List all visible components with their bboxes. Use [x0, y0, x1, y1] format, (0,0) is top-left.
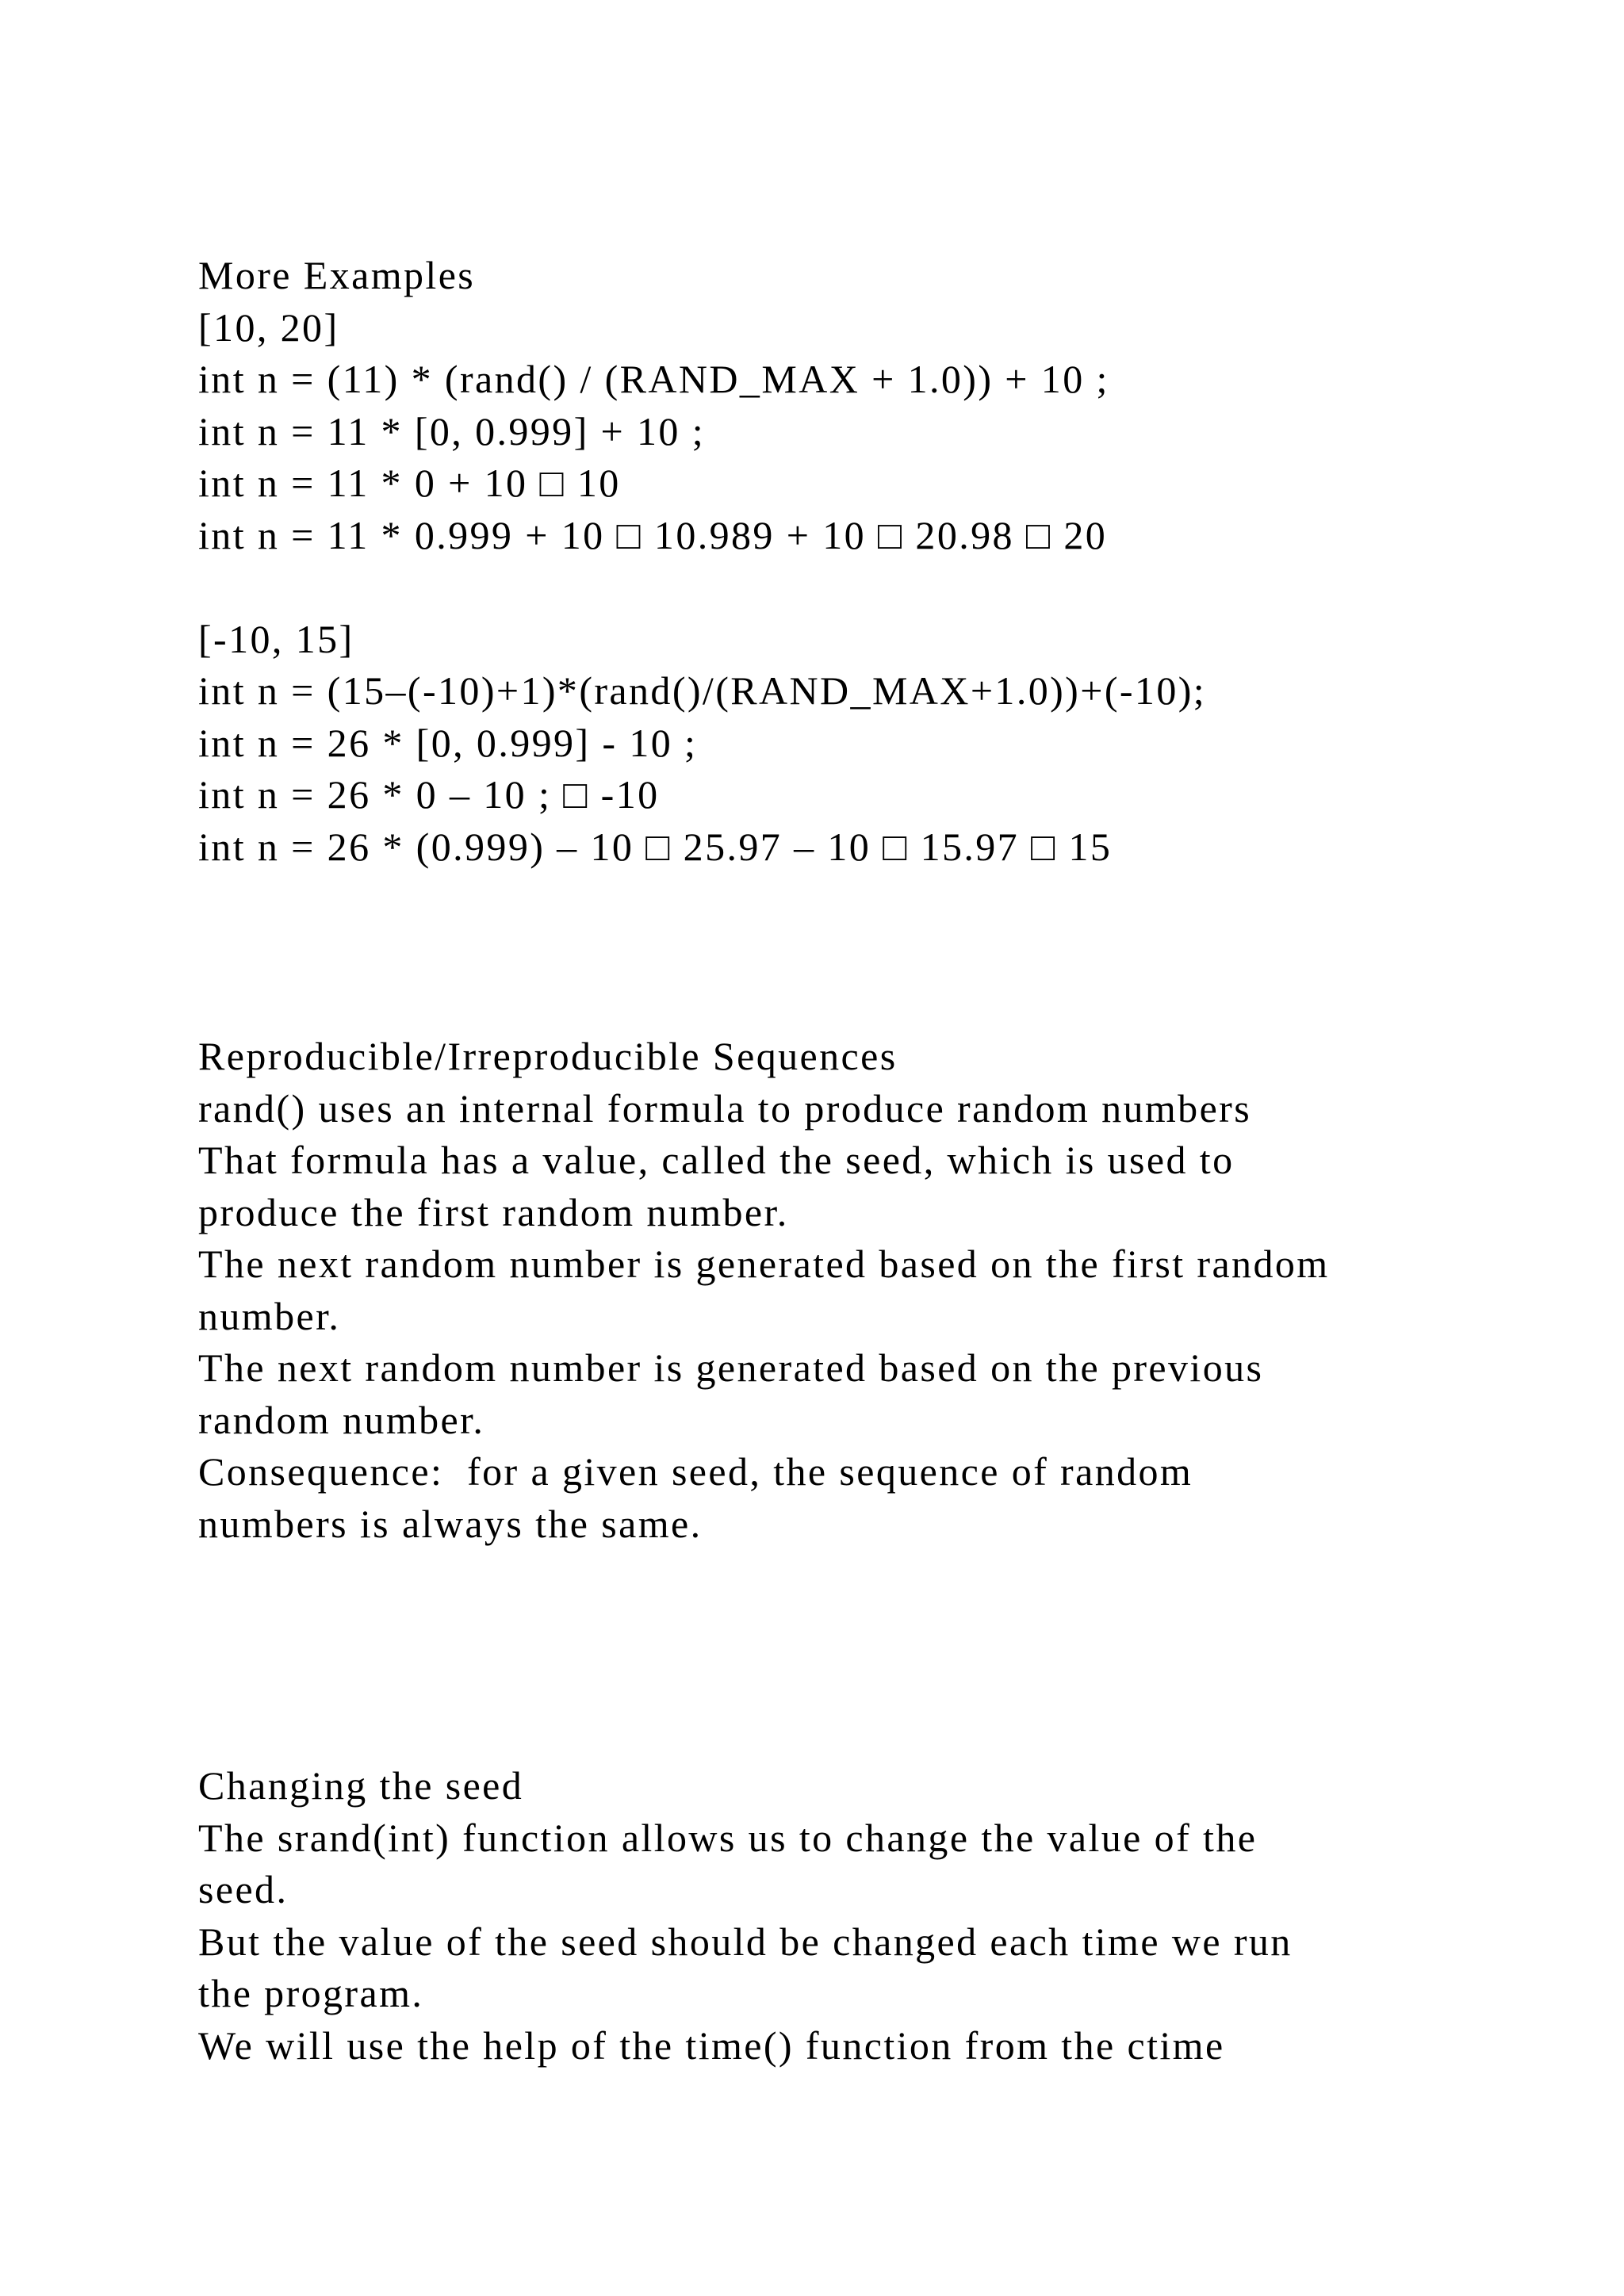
example-line: int n = 11 * [0, 0.999] + 10 ; — [198, 408, 706, 453]
paragraph-line: Consequence: for a given seed, the sequence of random — [198, 1449, 1193, 1494]
example-line: int n = 26 * 0 – 10 ; □ -10 — [198, 772, 660, 817]
paragraph-line: seed. — [198, 1867, 289, 1911]
paragraph-line: We will use the help of the time() function from the ctime — [198, 2022, 1225, 2068]
paragraph-line: number. — [198, 1293, 341, 1338]
seed-heading: Changing the seed — [198, 1763, 524, 1808]
paragraph-line: random number. — [198, 1397, 485, 1442]
blank-line — [198, 561, 1467, 614]
range-neg10-15: [-10, 15] — [198, 616, 354, 661]
example-line: int n = (15–(-10)+1)*(rand()/(RAND_MAX+1.0))+(-10); — [198, 668, 1207, 713]
paragraph-line: the program. — [198, 1971, 424, 2015]
paragraph-line: rand() uses an internal formula to produce random numbers — [198, 1085, 1252, 1131]
paragraph-line: The srand(int) function allows us to change the value of the — [198, 1815, 1258, 1860]
example-line: int n = 26 * [0, 0.999] - 10 ; — [198, 720, 698, 765]
paragraph-line: The next random number is generated based on the first random — [198, 1242, 1330, 1286]
examples-section — [198, 250, 1467, 873]
paragraph-line: The next random number is generated based on the previous — [198, 1345, 1264, 1390]
seed-section — [198, 1760, 1467, 2072]
example-line: int n = 11 * 0 + 10 □ 10 — [198, 461, 621, 505]
paragraph-line: That formula has a value, called the seed, which is used to — [198, 1138, 1235, 1182]
example-line: int n = 11 * 0.999 + 10 □ 10.989 + 10 □ 20.98 □ 20 — [198, 512, 1108, 557]
paragraph-line: numbers is always the same. — [198, 1501, 703, 1546]
example-line: int n = 26 * (0.999) – 10 □ 25.97 – 10 □ 15.97 □ 15 — [198, 824, 1113, 869]
sequences-heading: Reproducible/Irreproducible Sequences — [198, 1034, 898, 1078]
example-line: int n = (11) * (rand() / (RAND_MAX + 1.0)) + 10 ; — [198, 357, 1109, 401]
paragraph-line: But the value of the seed should be changed each time we run — [198, 1919, 1293, 1964]
sequences-section — [198, 1031, 1467, 1550]
paragraph-line: produce the first random number. — [198, 1189, 789, 1234]
examples-heading: More Examples — [198, 253, 476, 297]
range-10-20: [10, 20] — [198, 304, 339, 350]
